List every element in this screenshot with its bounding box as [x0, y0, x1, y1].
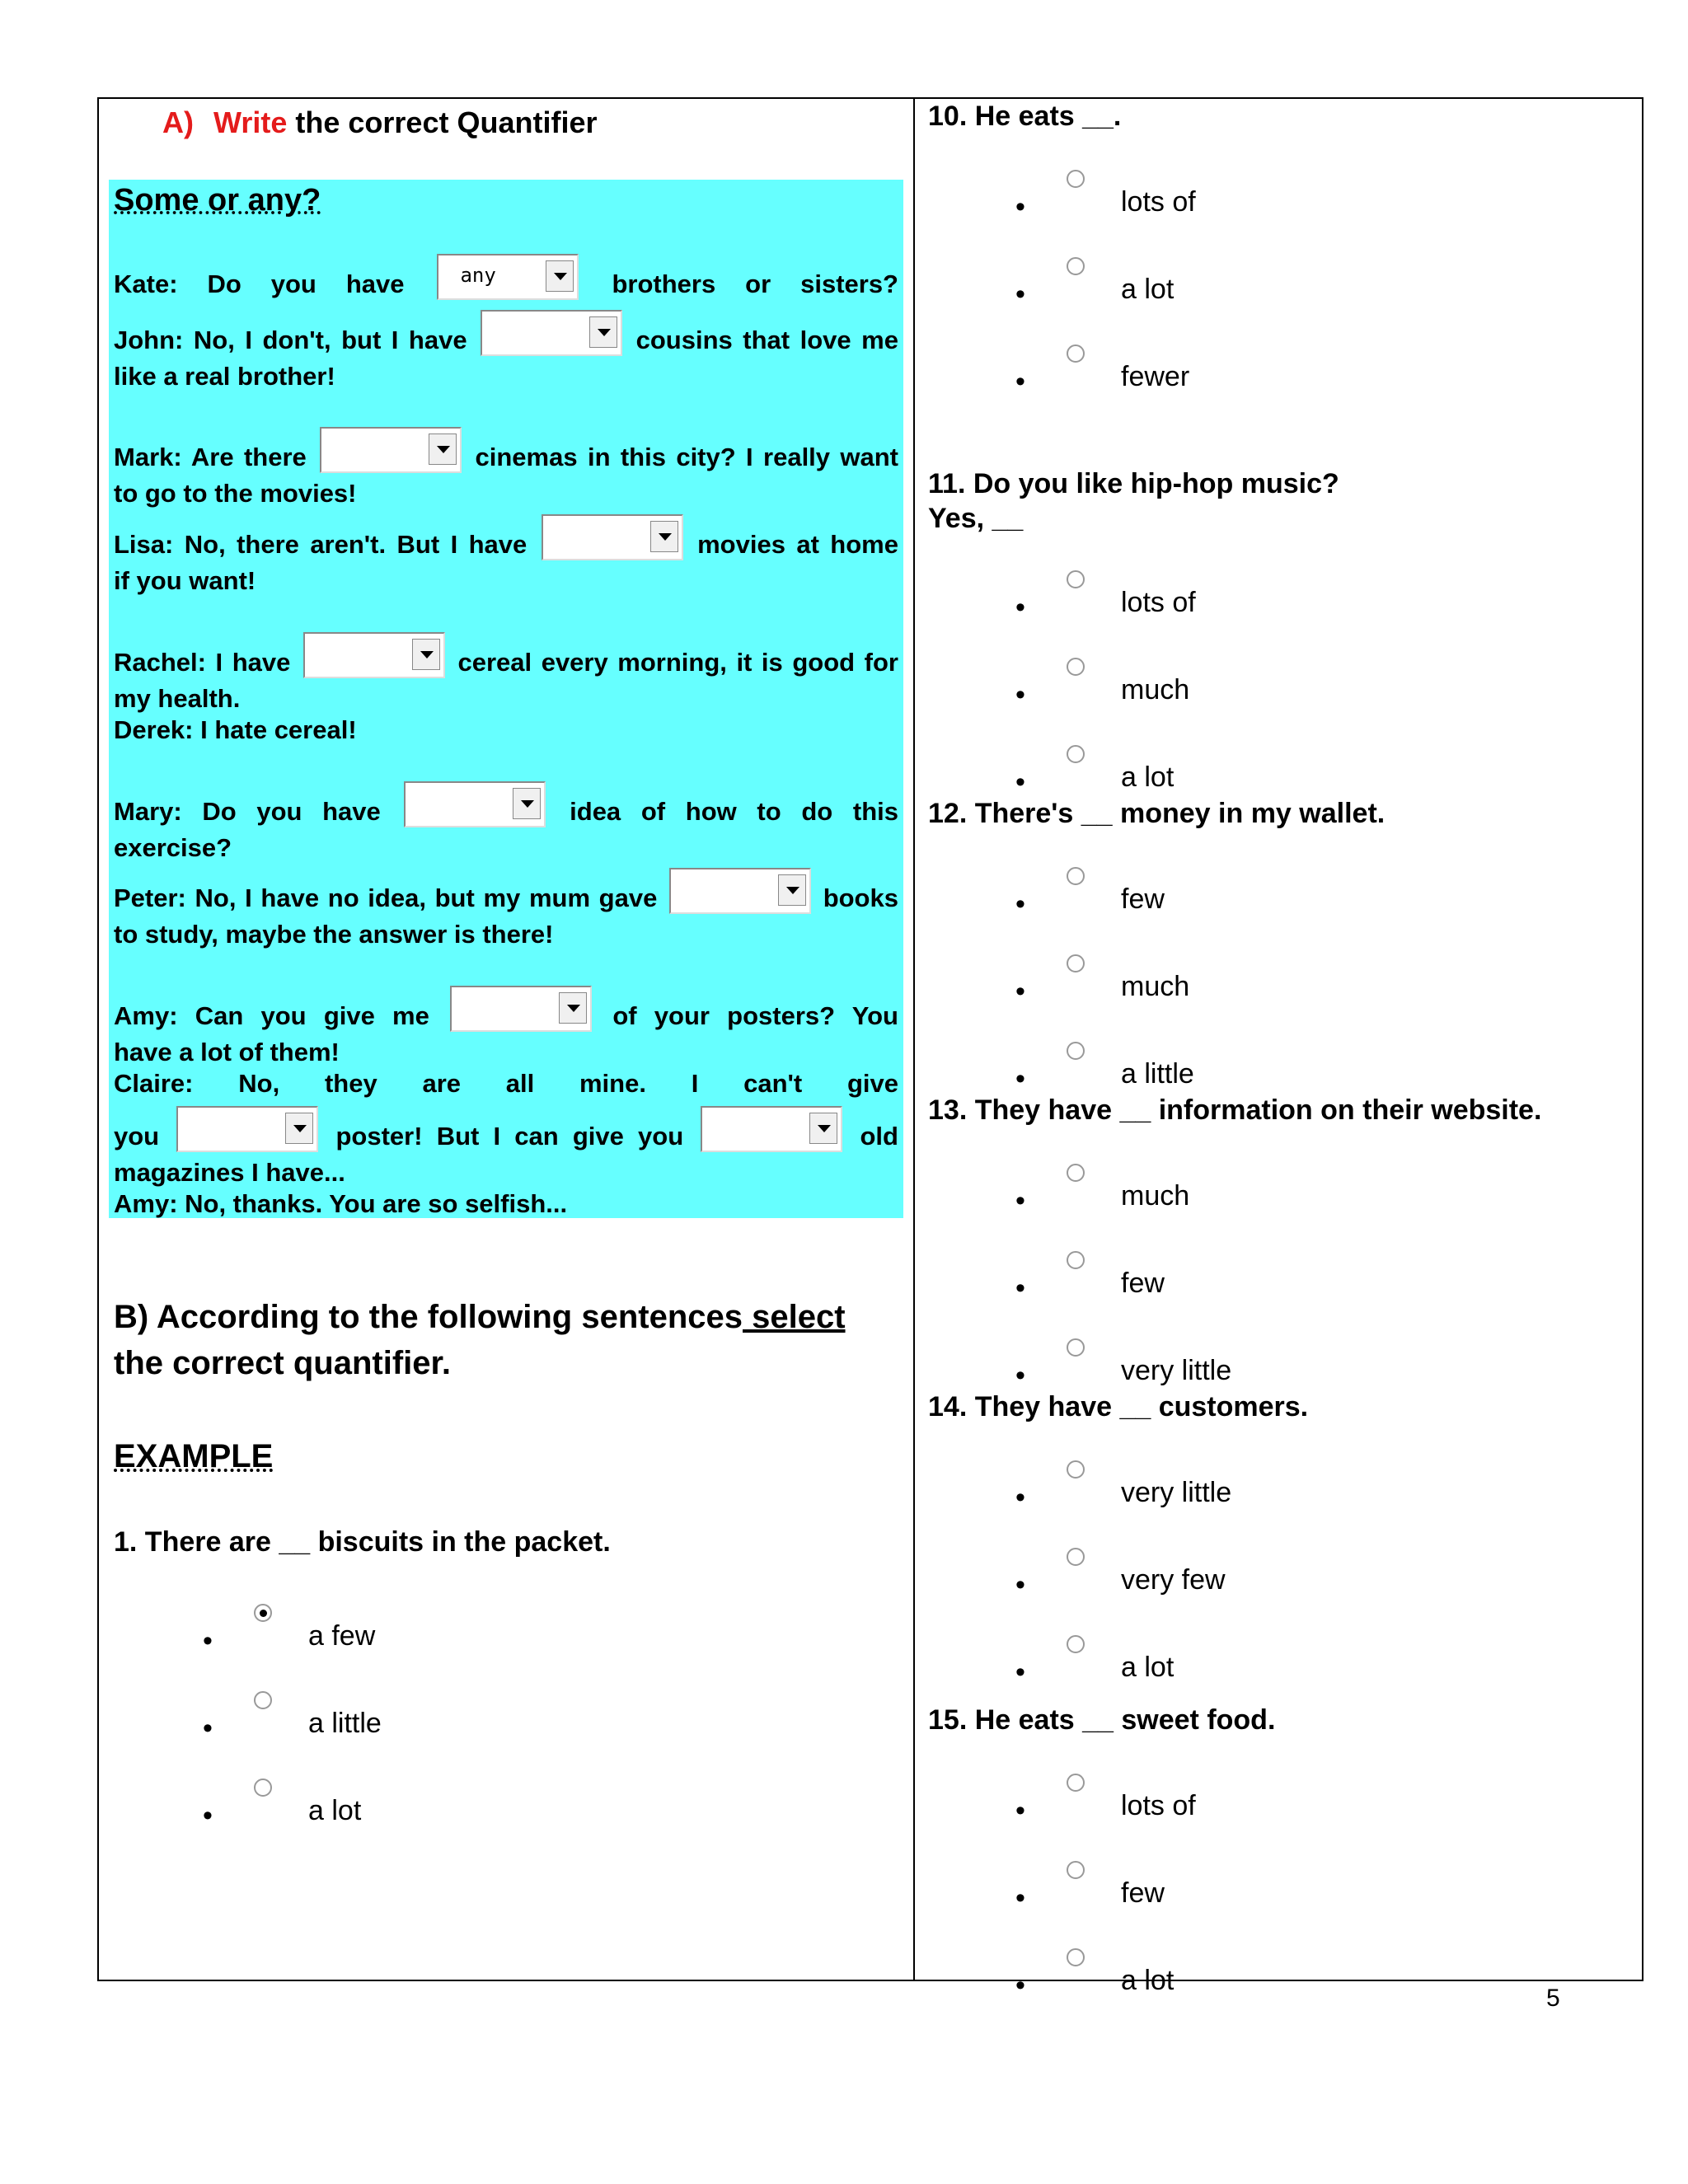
chevron-down-icon[interactable] — [650, 521, 678, 552]
line-text: books — [823, 883, 898, 912]
radio-button[interactable] — [254, 1691, 272, 1709]
bullet-icon: • — [1015, 1569, 1025, 1601]
option-label: lots of — [1121, 1790, 1196, 1821]
radio-button[interactable] — [1067, 745, 1085, 763]
answer-option[interactable] — [1015, 1477, 1428, 1513]
example-label: EXAMPLE — [114, 1438, 274, 1474]
section-a-red-word: Write — [213, 105, 288, 139]
answer-option[interactable] — [203, 1795, 615, 1831]
line-text: idea of how to do this — [570, 797, 898, 826]
option-label: lots of — [1121, 186, 1196, 218]
chevron-down-icon[interactable] — [546, 260, 574, 292]
section-a-heading — [162, 105, 597, 140]
radio-button[interactable] — [1067, 170, 1085, 188]
line-text: you — [114, 1122, 160, 1151]
chevron-down-icon[interactable] — [412, 639, 440, 670]
radio-button[interactable] — [1067, 1251, 1085, 1269]
bullet-icon: • — [1015, 366, 1025, 397]
answer-option[interactable] — [1015, 762, 1428, 798]
bullet-icon: • — [1015, 1482, 1025, 1513]
line-text: John: No, I don't, but I have — [114, 326, 467, 354]
option-label: few — [1121, 883, 1165, 915]
line-text: cousins that love me — [635, 326, 898, 354]
answer-option[interactable] — [1015, 587, 1428, 623]
radio-button[interactable] — [1067, 1460, 1085, 1479]
line-text: movies at home — [697, 530, 898, 559]
question-15: 15. He eats __ sweet food. — [928, 1704, 1276, 1736]
chevron-down-icon[interactable] — [809, 1113, 837, 1144]
bullet-icon: • — [203, 1800, 213, 1831]
radio-button[interactable] — [1067, 867, 1085, 885]
quantifier-dropdown[interactable] — [701, 1106, 842, 1152]
chevron-down-icon[interactable] — [429, 434, 457, 465]
answer-option[interactable] — [1015, 883, 1428, 920]
dialogue-line: magazines I have... — [114, 1158, 345, 1187]
radio-button[interactable] — [1067, 954, 1085, 972]
option-label: a few — [308, 1620, 376, 1652]
option-label: much — [1121, 1180, 1190, 1212]
exercise-title: Some or any? — [114, 183, 321, 218]
section-b-underlined: select — [743, 1299, 846, 1335]
answer-option[interactable] — [1015, 1652, 1428, 1688]
some-or-any-exercise — [109, 180, 903, 1218]
answer-option[interactable] — [1015, 674, 1428, 710]
dialogue-line: Claire: No, they are all mine. I can't give — [114, 1069, 898, 1098]
dialogue-line — [114, 254, 898, 300]
line-text: cereal every morning, it is good for — [457, 648, 898, 677]
bullet-icon: • — [203, 1625, 213, 1657]
option-label: much — [1121, 674, 1190, 705]
dialogue-line — [114, 781, 898, 827]
question-14: 14. They have __ customers. — [928, 1391, 1309, 1422]
bullet-icon: • — [1015, 1272, 1025, 1304]
line-text: poster! But I can give you — [335, 1122, 684, 1151]
dialogue-line: to go to the movies! — [114, 479, 357, 508]
dialogue-line: if you want! — [114, 566, 256, 595]
answer-option[interactable] — [203, 1620, 615, 1657]
quantifier-dropdown[interactable] — [450, 986, 592, 1032]
answer-option[interactable] — [203, 1708, 615, 1744]
option-label: a lot — [308, 1795, 362, 1826]
option-label: lots of — [1121, 587, 1196, 618]
option-label: very little — [1121, 1477, 1232, 1508]
dialogue-line: have a lot of them! — [114, 1038, 340, 1066]
line-text: Kate: Do you have — [114, 269, 405, 298]
answer-option[interactable] — [1015, 1564, 1428, 1601]
radio-button[interactable] — [1067, 1338, 1085, 1357]
line-text: brothers or sisters? — [612, 269, 898, 298]
radio-button[interactable] — [254, 1779, 272, 1797]
page-number: 5 — [1546, 1985, 1560, 2012]
bullet-icon: • — [1015, 1360, 1025, 1391]
dialogue-line — [114, 986, 898, 1032]
option-label: a lot — [1121, 274, 1175, 305]
option-label: a little — [308, 1708, 382, 1739]
option-label: a lot — [1121, 1965, 1175, 1996]
quantifier-dropdown[interactable] — [320, 427, 462, 473]
dialogue-line — [114, 310, 898, 356]
chevron-down-icon[interactable] — [778, 874, 806, 906]
bullet-icon: • — [1015, 592, 1025, 623]
quantifier-dropdown[interactable] — [669, 868, 811, 914]
line-text: Lisa: No, there aren't. But I have — [114, 530, 528, 559]
dialogue-line: Derek: I hate cereal! — [114, 715, 357, 744]
dialogue-line — [114, 868, 898, 914]
bullet-icon: • — [1015, 766, 1025, 798]
line-text: Mark: Are there — [114, 443, 307, 471]
answer-option[interactable] — [1015, 1965, 1428, 2001]
quantifier-dropdown[interactable] — [176, 1106, 318, 1152]
line-text: old — [860, 1122, 898, 1151]
radio-button[interactable] — [1067, 1948, 1085, 1966]
radio-button[interactable] — [1067, 1774, 1085, 1792]
answer-option[interactable] — [1015, 361, 1428, 397]
dialogue-line: like a real brother! — [114, 362, 335, 391]
bullet-icon: • — [1015, 1795, 1025, 1826]
quantifier-dropdown[interactable] — [481, 310, 622, 356]
answer-option[interactable] — [1015, 1058, 1428, 1094]
chevron-down-icon[interactable] — [513, 788, 541, 819]
question-10: 10. He eats __. — [928, 101, 1122, 132]
question-text: 11. Do you like hip-hop music? — [928, 468, 1339, 499]
bullet-icon: • — [1015, 191, 1025, 223]
line-text: Amy: Can you give me — [114, 1001, 429, 1030]
section-b-text: the correct quantifier. — [114, 1345, 451, 1381]
radio-button[interactable] — [1067, 1548, 1085, 1566]
option-label: very little — [1121, 1355, 1232, 1386]
dialogue-line — [114, 1106, 898, 1152]
quantifier-dropdown[interactable] — [303, 632, 445, 678]
line-text: Peter: No, I have no idea, but my mum gave — [114, 883, 658, 912]
bullet-icon: • — [1015, 1970, 1025, 2001]
answer-option[interactable] — [1015, 1790, 1428, 1826]
quantifier-dropdown[interactable] — [542, 514, 683, 560]
question-1: 1. There are __ biscuits in the packet. — [114, 1526, 611, 1558]
right-column — [915, 99, 1642, 2001]
answer-option[interactable] — [1015, 1877, 1428, 1914]
option-label: a lot — [1121, 1652, 1175, 1683]
radio-button[interactable] — [1067, 1861, 1085, 1879]
question-11 — [928, 466, 1339, 536]
answer-option[interactable] — [1015, 1268, 1428, 1304]
question-text: Yes, __ — [928, 503, 1024, 534]
worksheet-table — [97, 97, 1643, 2001]
option-label: a little — [1121, 1058, 1194, 1090]
answer-option[interactable] — [1015, 186, 1428, 223]
bullet-icon: • — [1015, 1657, 1025, 1688]
line-text: cinemas in this city? I really want — [475, 443, 899, 471]
line-text: Rachel: I have — [114, 648, 291, 677]
chevron-down-icon[interactable] — [589, 316, 617, 348]
section-a-rest: the correct Quantifier — [295, 105, 598, 139]
answer-option[interactable] — [1015, 274, 1428, 310]
answer-option[interactable] — [1015, 971, 1428, 1007]
line-text: Mary: Do you have — [114, 797, 381, 826]
line-text: of your posters? You — [612, 1001, 898, 1030]
bullet-icon: • — [1015, 1185, 1025, 1216]
bullet-icon: • — [1015, 679, 1025, 710]
radio-button[interactable] — [1067, 257, 1085, 275]
option-label: few — [1121, 1877, 1165, 1909]
bullet-icon: • — [1015, 1882, 1025, 1914]
quantifier-dropdown[interactable] — [437, 254, 579, 300]
answer-option[interactable] — [1015, 1355, 1428, 1391]
dialogue-line — [114, 427, 898, 473]
dropdown-value: any — [460, 264, 496, 287]
left-column — [99, 99, 915, 1980]
option-label: few — [1121, 1268, 1165, 1299]
section-b-text: B) According to the following sentences — [114, 1299, 743, 1335]
chevron-down-icon[interactable] — [559, 992, 587, 1024]
option-label: much — [1121, 971, 1190, 1002]
question-13: 13. They have __ information on their website. — [928, 1094, 1542, 1126]
option-label: fewer — [1121, 361, 1190, 392]
answer-option[interactable] — [1015, 1180, 1428, 1216]
dialogue-line: my health. — [114, 684, 241, 713]
dialogue-line — [114, 632, 898, 678]
radio-button[interactable] — [1067, 344, 1085, 363]
section-a-prefix: A) — [162, 105, 194, 139]
radio-button[interactable] — [1067, 1164, 1085, 1182]
chevron-down-icon[interactable] — [285, 1113, 313, 1144]
bullet-icon: • — [1015, 888, 1025, 920]
bullet-icon: • — [1015, 976, 1025, 1007]
radio-button[interactable] — [1067, 658, 1085, 676]
dialogue-line: exercise? — [114, 833, 232, 862]
radio-button[interactable] — [1067, 1635, 1085, 1653]
bullet-icon: • — [203, 1713, 213, 1744]
option-label: a lot — [1121, 762, 1175, 793]
bullet-icon: • — [1015, 279, 1025, 310]
bullet-icon: • — [1015, 1063, 1025, 1094]
radio-button[interactable] — [1067, 1042, 1085, 1060]
dialogue-line: to study, maybe the answer is there! — [114, 920, 554, 949]
question-12: 12. There's __ money in my wallet. — [928, 798, 1386, 829]
radio-button[interactable] — [254, 1604, 272, 1622]
dialogue-line — [114, 514, 898, 560]
option-label: very few — [1121, 1564, 1226, 1596]
dialogue-line: Amy: No, thanks. You are so selfish... — [114, 1189, 568, 1218]
radio-button[interactable] — [1067, 570, 1085, 588]
section-b-heading — [114, 1294, 905, 1386]
quantifier-dropdown[interactable] — [404, 781, 546, 827]
